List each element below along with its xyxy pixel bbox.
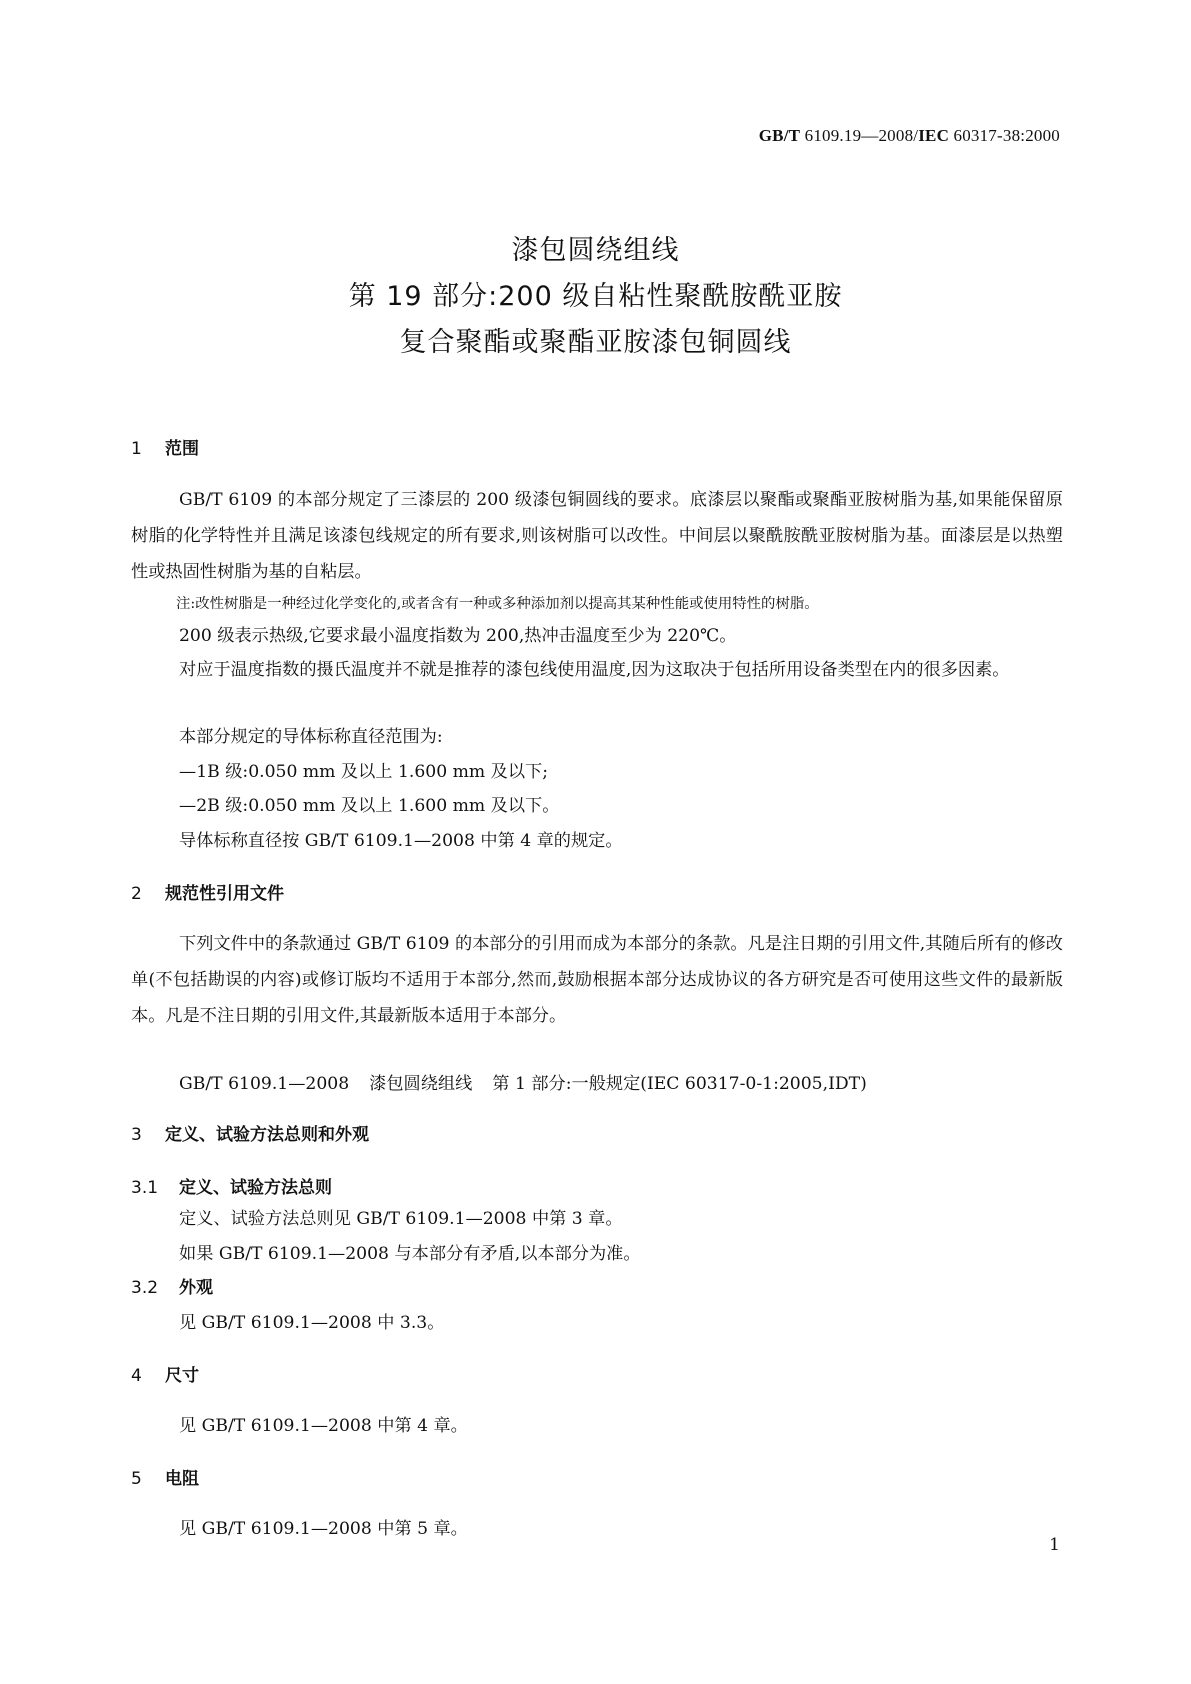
section-3-1-paragraph-1: 定义、试验方法总则见 GB/T 6109.1—2008 中第 3 章。 xyxy=(179,1209,623,1229)
section-1-list-item-1: —1B 级:0.050 mm 及以上 1.600 mm 及以下; xyxy=(179,762,549,782)
section-1-paragraph-3: 对应于温度指数的摄氏温度并不就是推荐的漆包线使用温度,因为这取决于包括所用设备类型在内的很多因素。 xyxy=(179,660,1010,680)
section-1-paragraph-5: 导体标称直径按 GB/T 6109.1—2008 中第 4 章的规定。 xyxy=(179,831,623,851)
title-line-1: 漆包圆绕组线 xyxy=(511,235,680,266)
title-line-2: 第 19 部分:200 级自粘性聚酰胺酰亚胺 xyxy=(348,281,843,312)
section-2-heading: 2 规范性引用文件 xyxy=(131,884,284,904)
standard-code: GB/T 6109.19—2008/IEC 60317-38:2000 xyxy=(758,126,1060,145)
normative-reference: GB/T 6109.1—2008 漆包圆绕组线 第 1 部分:一般规定(IEC 60317-0-1:2005,IDT) xyxy=(179,1074,867,1094)
section-1-paragraph-2: 200 级表示热级,它要求最小温度指数为 200,热冲击温度至少为 220℃。 xyxy=(179,626,737,646)
section-1-paragraph-4: 本部分规定的导体标称直径范围为: xyxy=(179,727,443,747)
document-title xyxy=(0,228,1191,366)
section-3-heading: 3 定义、试验方法总则和外观 xyxy=(131,1125,369,1145)
section-4-paragraph-1: 见 GB/T 6109.1—2008 中第 4 章。 xyxy=(179,1416,468,1436)
section-5-paragraph-1: 见 GB/T 6109.1—2008 中第 5 章。 xyxy=(179,1519,468,1539)
section-1-paragraph-1: GB/T 6109 的本部分规定了三漆层的 200 级漆包铜圆线的要求。底漆层以聚酯或聚酯亚胺树脂为基,如果能保留原树脂的化学特性并且满足该漆包线规定的所有要求,则该树脂可以改性。中间层以聚酰胺酰亚胺树脂为基。面漆层是以热塑性或热固性树脂为基的自粘层。 xyxy=(131,490,1063,582)
section-1-list-item-2: —2B 级:0.050 mm 及以上 1.600 mm 及以下。 xyxy=(179,796,560,816)
section-3-2-paragraph-1: 见 GB/T 6109.1—2008 中 3.3。 xyxy=(179,1313,445,1333)
section-1-note: 注:改性树脂是一种经过化学变化的,或者含有一种或多种添加剂以提高其某种性能或使用特性的树脂。 xyxy=(176,596,819,612)
section-3-1-heading: 3.1 定义、试验方法总则 xyxy=(131,1178,332,1198)
section-2-paragraph-1: 下列文件中的条款通过 GB/T 6109 的本部分的引用而成为本部分的条款。凡是注日期的引用文件,其随后所有的修改单(不包括勘误的内容)或修订版均不适用于本部分,然而,鼓励根据本部分达成协议的各方研究是否可使用这些文件的最新版本。凡是不注日期的引用文件,其最新版本适用于本部分。 xyxy=(131,934,1063,1026)
page-number: 1 xyxy=(1049,1535,1060,1555)
section-1-heading: 1 范围 xyxy=(131,439,199,459)
section-3-2-heading: 3.2 外观 xyxy=(131,1278,213,1298)
title-line-3: 复合聚酯或聚酯亚胺漆包铜圆线 xyxy=(399,327,792,358)
section-5-heading: 5 电阻 xyxy=(131,1469,199,1489)
section-3-1-paragraph-2: 如果 GB/T 6109.1—2008 与本部分有矛盾,以本部分为准。 xyxy=(179,1244,641,1264)
section-4-heading: 4 尺寸 xyxy=(131,1366,199,1386)
